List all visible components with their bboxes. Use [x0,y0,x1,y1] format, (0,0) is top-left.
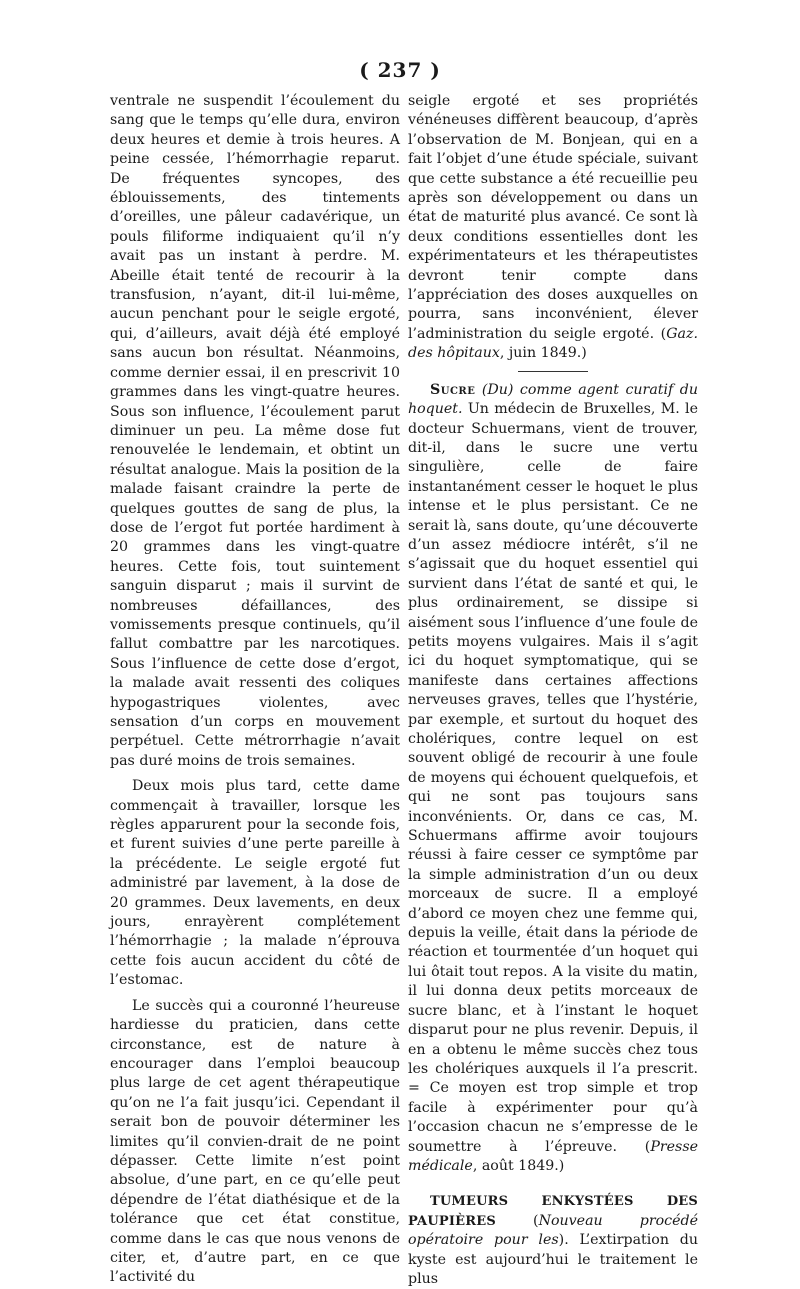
ergot-source-citation: Gaz. des hôpitaux [408,325,698,362]
ergot-paragraph-text: seigle ergoté et ses propriétés vénéneuses diffèrent beaucoup, d’après l’observation de M. Bonjean, qui en a fait l’objet d’une étude spéciale, suivant que cette substance a été recueillie peu après son développement ou dans un état de maturité plus avancé. Ce sont là deux conditions essentielles dont les expérimentateurs et les thérapeutistes devront tenir compte dans l’appréciation des doses auxquelles on pourra, sans inconvénient, élever l’administration du seigle ergoté. ( [408,93,698,342]
left-paragraph-1: ventrale ne suspendit l’écoulement du sang que le temps qu’elle dura, environ deux heures et demie à trois heures. A peine cessée, l’hémorrhagie reparut. De fréquentes syncopes, des éblouissements, des tintements d’oreilles, une pâleur cadavérique, un pouls filiforme indiquaient qu’il n’y avait pas un instant à perdre. M. Abeille était tenté de recourir à la transfusion, n’ayant, dit-il lui-même, aucun penchant pour le seigle ergoté, qui, d’ailleurs, avait déjà été employé sans aucun bon résultat. Néanmoins, comme dernier essai, il en prescrivit 10 grammes dans les vingt-quatre heures. Sous son influence, l’écoulement parut diminuer un peu. La même dose fut renouvelée le lendemain, et obtint un résultat analogue. Mais la position de la malade faisant craindre la perte de quelques gouttes de sang de plus, la dose de l’ergot fut portée hardiment à 20 grammes dans les vingt-quatre heures. Cette fois, tout suintement sanguin disparut ; mais il survint de nombreuses défaillances, des vomissements presque continuels, qu’il fallut combattre par les narcotiques. Sous l’influence de cette dose d’ergot, la malade avait ressenti des coliques hypogastriques violentes, avec sensation d’un corps en mouvement perpétuel. Cette métrorrhagie n’avait pas duré moins de trois semaines. [110,93,400,769]
sucre-source-citation: Presse médicale [408,1138,698,1174]
left-paragraph-2: Deux mois plus tard, cette dame commençait à travailler, lorsque les règles apparurent pour la seconde fois, et furent suivies d’une perte pareille à la précédente. Le seigle ergoté fut administré par lavement, à la dose de 20 grammes. Deux lavements, en deux jours, enrayèrent complétement l’hémorrhagie ; la malade n’éprouva cette fois aucun accident du côté de l’estomac. [110,778,400,989]
article-tumeurs-body: L’extirpation du kyste est aujourd’hui le traitement le plus [408,1232,699,1287]
article-sucre-body: Un médecin de Bruxelles, M. le docteur Schuermans, vient de trouver, dit-il, dans le sucre une vertu singulière, celle de faire instantanément cesser le hoquet le plus intense et le plus persistant. Ce ne serait là, sans doute, qu’une découverte d’un assez médiocre intérêt, s’il ne s’agissait que du hoquet essentiel qui survient dans l’état de santé et qui, le plus ordinairement, se dissipe si aisément sous l’influence d’une foule de petits moyens vulgaires. Mais il s’agit ici du hoquet symptomatique, qui se manifeste dans certaines affections nerveuses graves, telles que l’hystérie, par exemple, et surtout du hoquet des cholériques, contre lequel on est souvent obligé de recourir à une foule de moyens qui échouent quelquefois, et qui ne sont pas toujours sans inconvénients. Or, dans ce cas, M. Schuermans affirme avoir toujours réussi à faire cesser ce symptôme par la simple administration d’un ou deux morceaux de sucre. Il a employé d’abord ce moyen chez une femme qui, depuis la veille, était dans la période de réaction et tourmentée d’un hoquet qui lui ôtait tout repos. A la visite du matin, il lui donna deux petits morceaux de sucre blanc, et à l’instant le hoquet disparut pour ne plus revenir. Depuis, il en a obtenu le même succès chez tous les cholériques auxquels il l’a prescrit. = Ce moyen est trop simple et trop facile à expérimenter pour qu’à l’occasion chacun ne s’empresse de le soumettre à l’épreuve. ( [408,401,698,1155]
section-divider [518,371,588,372]
right-column [408,92,698,1289]
article-tumeurs-subtitle: Nouveau procédé opératoire pour les [408,1212,698,1249]
right-paragraph-1 [408,92,698,364]
article-tumeurs-paren-open: ( [495,1212,539,1229]
sucre-source-date: , août 1849.) [472,1157,565,1174]
article-tumeurs-heading: TUMEURS ENKYSTÉES DES PAUPIÈRES [408,1194,698,1229]
article-sucre-heading: Sucre [430,381,476,398]
article-tumeurs [408,1192,698,1289]
left-paragraph-3: Le succès qui a couronné l’heureuse hardiesse du praticien, dans cette circonstance, est de nature à encourager dans l’emploi beaucoup plus large de cet agent thérapeutique qu’on ne l’a fait jusqu’ici. Cependant il serait bon de pouvoir déterminer les limites qu’il convien-drait de ne point dépasser. Cette limite n’est point absolue, d’une part, en ce qu’elle peut dépendre de l’état diathésique et de la tolérance que cet état constitue, comme dans le cas que nous venons de citer, et, d’autre part, en ce que l’activité du [110,997,400,1286]
ergot-source-date: , juin 1849.) [499,345,587,362]
article-sucre [408,381,698,1177]
left-column [110,92,400,1288]
page-number: ( 237 ) [359,58,441,82]
article-sucre-heading-paren: (Du) [475,381,520,398]
article-tumeurs-paren-close: ). [558,1232,580,1249]
article-sucre-subtitle: comme agent curatif du hoquet. [408,381,698,418]
